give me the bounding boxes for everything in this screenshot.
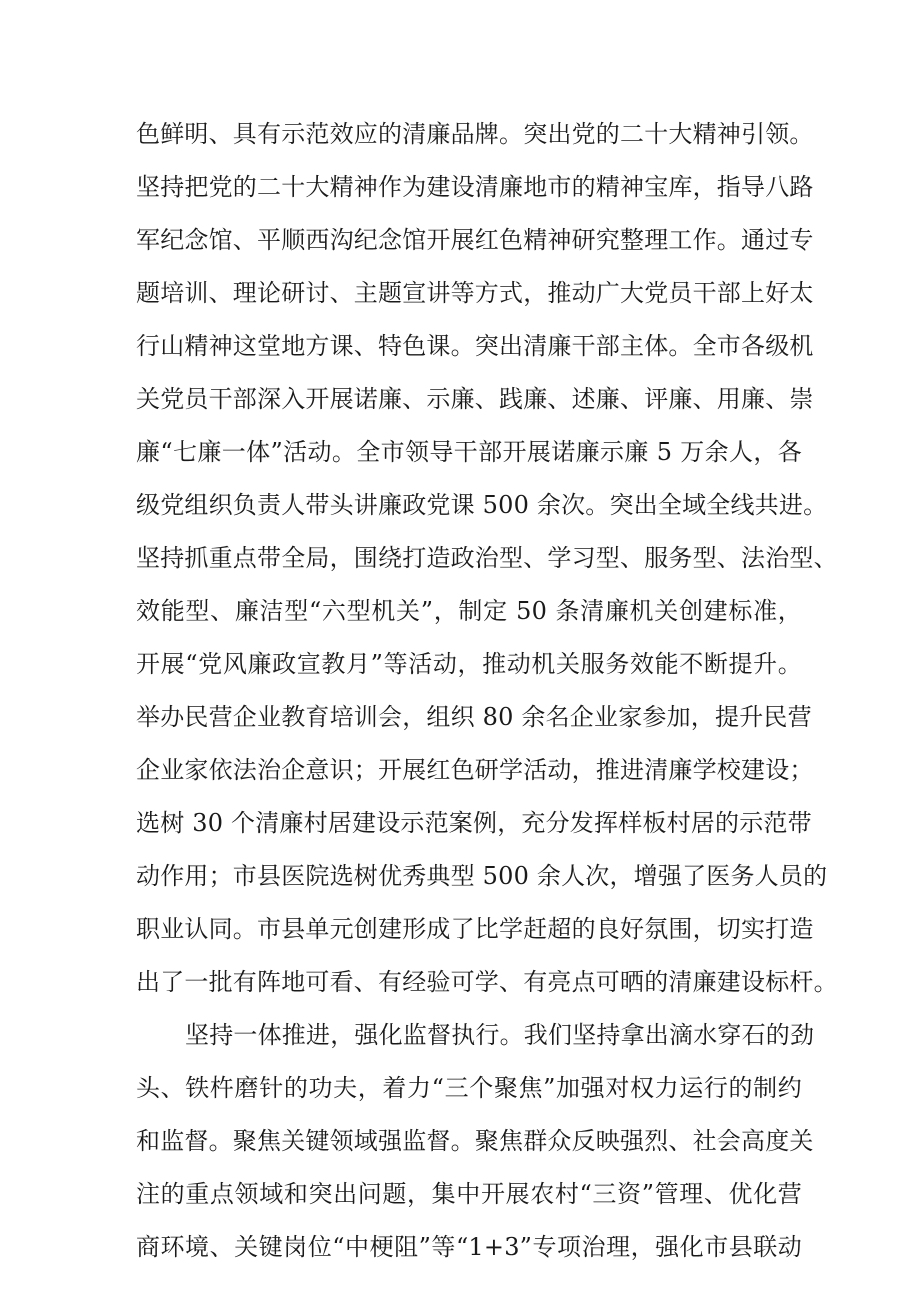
- text-line: 坚持把党的二十大精神作为建设清廉地市的精神宝库，指导八路: [136, 173, 814, 201]
- text-line: 动作用；市县医院选树优秀典型 500 余人次，增强了医务人员的: [136, 862, 828, 890]
- text-line: 关党员干部深入开展诺廉、示廉、践廉、述廉、评廉、用廉、崇: [136, 385, 814, 413]
- text-line: 企业家依法治企意识；开展红色研学活动，推进清廉学校建设；: [136, 756, 814, 784]
- text-line: 军纪念馆、平顺西沟纪念馆开展红色精神研究整理工作。通过专: [136, 226, 814, 254]
- text-line: 廉“七廉一体”活动。全市领导干部开展诺廉示廉 5 万余人，各: [136, 438, 802, 466]
- text-line: 和监督。聚焦关键领域强监督。聚焦群众反映强烈、社会高度关: [136, 1127, 814, 1155]
- paragraph-first-line: 坚持一体推进，强化监督执行。我们坚持拿出滴水穿石的劲: [185, 1021, 815, 1049]
- text-line: 效能型、廉洁型“六型机关”，制定 50 条清廉机关创建标准，: [136, 597, 802, 625]
- text-line: 选树 30 个清廉村居建设示范案例，充分发挥样板村居的示范带: [136, 809, 812, 837]
- text-line: 商环境、关键岗位“中梗阻”等“1+3”专项治理，强化市县联动: [136, 1233, 802, 1261]
- text-line: 坚持抓重点带全局，围绕打造政治型、学习型、服务型、法治型、: [136, 544, 838, 572]
- text-line: 行山精神这堂地方课、特色课。突出清廉干部主体。全市各级机: [136, 332, 814, 360]
- text-line: 色鲜明、具有示范效应的清廉品牌。突出党的二十大精神引领。: [136, 120, 814, 148]
- text-line: 举办民营企业教育培训会，组织 80 余名企业家参加，提升民营: [136, 703, 812, 731]
- text-line: 开展“党风廉政宣教月”等活动，推动机关服务效能不断提升。: [136, 650, 802, 678]
- text-line: 出了一批有阵地可看、有经验可学、有亮点可晒的清廉建设标杆。: [136, 968, 838, 996]
- text-line: 注的重点领域和突出问题，集中开展农村“三资”管理、优化营: [136, 1180, 802, 1208]
- text-line: 级党组织负责人带头讲廉政党课 500 余次。突出全域全线共进。: [136, 491, 828, 519]
- text-line: 头、铁杵磨针的功夫，着力“三个聚焦”加强对权力运行的制约: [136, 1074, 802, 1102]
- text-line: 题培训、理论研讨、主题宣讲等方式，推动广大党员干部上好太: [136, 279, 814, 307]
- text-line: 职业认同。市县单元创建形成了比学赶超的良好氛围，切实打造: [136, 915, 814, 943]
